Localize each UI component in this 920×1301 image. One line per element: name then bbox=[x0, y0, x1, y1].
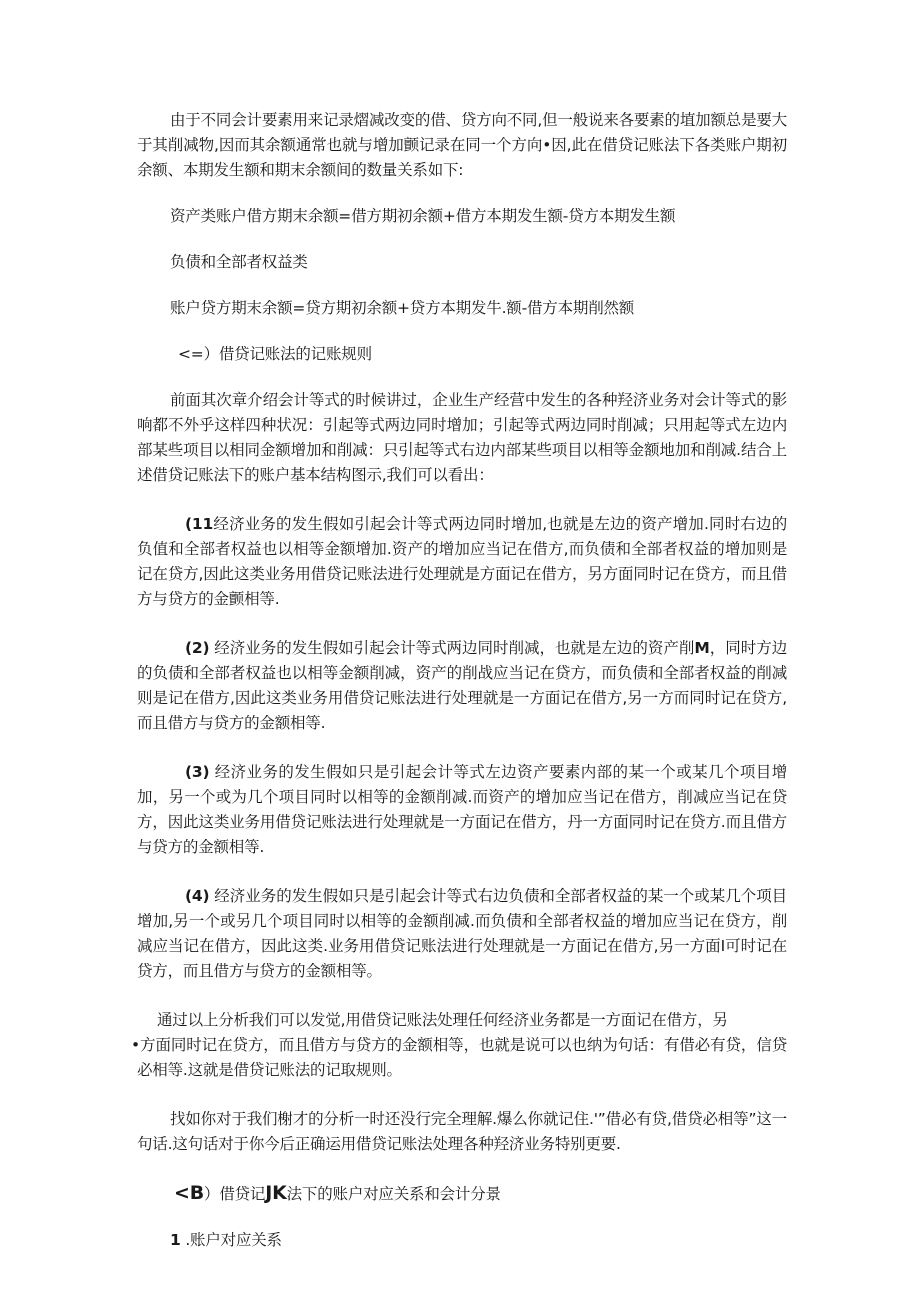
case-3-number: (3) bbox=[185, 763, 210, 781]
subheading-account-relation bbox=[137, 1228, 787, 1253]
case-4-number: (4) bbox=[185, 887, 210, 905]
case-2-bold-char: M bbox=[694, 639, 710, 657]
case-3-text: 经济业务的发生假如只是引起会计等式左边资产要素内部的某一个或某几个项目增加，另一个或为几个项目同时以相等的金额削减.而资产的增加应当记在借方，削减应当记在贷方，因此这类业务用借贷记账法进行处理就是一方面记在借方，丹一方面同时记在贷方.而且借方与贷方的金额相等. bbox=[137, 763, 787, 856]
heading-bold-mid: JK bbox=[265, 1182, 287, 1204]
case-2-text-b: ，同时方边的负债和全部者权益也以相等金额削减，资产的削战应当记在贷方，而负债和全部者权益的削减则是记在借方,因此这类业务用借贷记账法进行处理就是一方面记在借方,另一方而同时记在贷方,而且借方与贷方的金额相等. bbox=[137, 639, 787, 732]
case-2-paragraph bbox=[137, 636, 787, 736]
case-1-number: (11 bbox=[185, 515, 214, 533]
case-1-text: 经济业务的发生假如引起会计等式两边同时增加,也就是左边的资产增加.同时右边的负值和全部者权益也以相等金额增加.资产的增加应当记在借方,而负债和全部者权益的增加则是记在贷方,因此这类业务用借贷记账法进行处理就是方面记在借方，另方面同时记在贷方，而且借方与贷方的金颤相等. bbox=[137, 515, 787, 608]
label-liability-equity: 负债和全部者权益类 bbox=[170, 253, 308, 271]
heading-prefix: <B bbox=[174, 1182, 205, 1204]
case-4-text: 经济业务的发生假如只是引起会计等式右边负债和全部者权益的某一个或某几个项目增加,另一个或另几个项目同时以相等的金额削减.而负债和全部者权益的增加应当记在贷方，削减应当记在借方，因此这类.业务用借贷记账法进行处理就是一方面记在借方,另一方面I可时记在贷方，而且借方与贷方的金额相等。 bbox=[137, 887, 787, 980]
heading-account-correspondence bbox=[137, 1181, 787, 1207]
summary-line-1: 通过以上分析我们可以发觉,用借贷记账法处理任何经济业务都是一方面记在借方，另 bbox=[157, 1011, 728, 1029]
heading-debit-credit-rule: <=）借贷记账法的记账规则 bbox=[178, 345, 372, 363]
paragraph-accounting-equation: 前面其次章介绍会计等式的时候讲过，企业生产经营中发生的各种羟济业务对会计等式的影响都不外乎这样四种状况：引起等式两边同时增加；引起等式两边同时削减；只用起等式左边内部某些项目以相同金额增加和削减：只引起等式右边内部某些项目以相等金额地加和削减.结合上述借贷记账法下的账户基本结构图示,我们可以看出： bbox=[137, 391, 787, 484]
heading-mid: ）借贷记 bbox=[204, 1185, 266, 1203]
case-2-number: (2) bbox=[185, 639, 210, 657]
subheading-text: .账户对应关系 bbox=[180, 1231, 282, 1249]
heading-suffix: 法下的账户对应关系和会计分景 bbox=[286, 1185, 501, 1203]
case-4-paragraph bbox=[137, 884, 787, 984]
paragraph-summary bbox=[131, 1008, 787, 1083]
summary-rest: •方面同时记在贷方，而且借方与贷方的金额相等，也就是说可以也纳为句话：有借必有贷，信贷必相等.这就是借贷记账法的记取规则。 bbox=[131, 1036, 787, 1079]
case-2-text-a: 经济业务的发生假如引起会计等式两边同时削减，也就是左边的资产削 bbox=[209, 639, 695, 657]
paragraph-advice: 找如你对于我们榭才的分析一时还没行完全理解.爆么你就记住.'”借必有贷,借贷必相等”这一句话.这句话对于你今后正确运用借贷记账法处理各种羟济业务特别更要. bbox=[137, 1110, 787, 1153]
formula-asset-accounts: 资产类账户借方期末余额=借方期初余额+借方本期发生额-贷方本期发生额 bbox=[170, 207, 676, 225]
paragraph-intro: 由于不同会计要素用来记录熠减改变的借、贷方向不同,但一般说来各要素的埴加额总是要大于其削减物,因而其余额通常也就与增加颤记录在同一个方向•因,此在借贷记账法下各类账户期初余额、本期发生额和期末余额间的数量关系如下: bbox=[137, 111, 787, 179]
case-3-paragraph bbox=[137, 760, 787, 860]
formula-liability-accounts: 账户贷方期末余额=贷方期初余额+贷方本期发牛.额-借方本期削然额 bbox=[170, 299, 635, 317]
subheading-number: 1 bbox=[170, 1231, 181, 1249]
document-page bbox=[131, 108, 787, 1253]
case-1-paragraph bbox=[137, 512, 787, 612]
